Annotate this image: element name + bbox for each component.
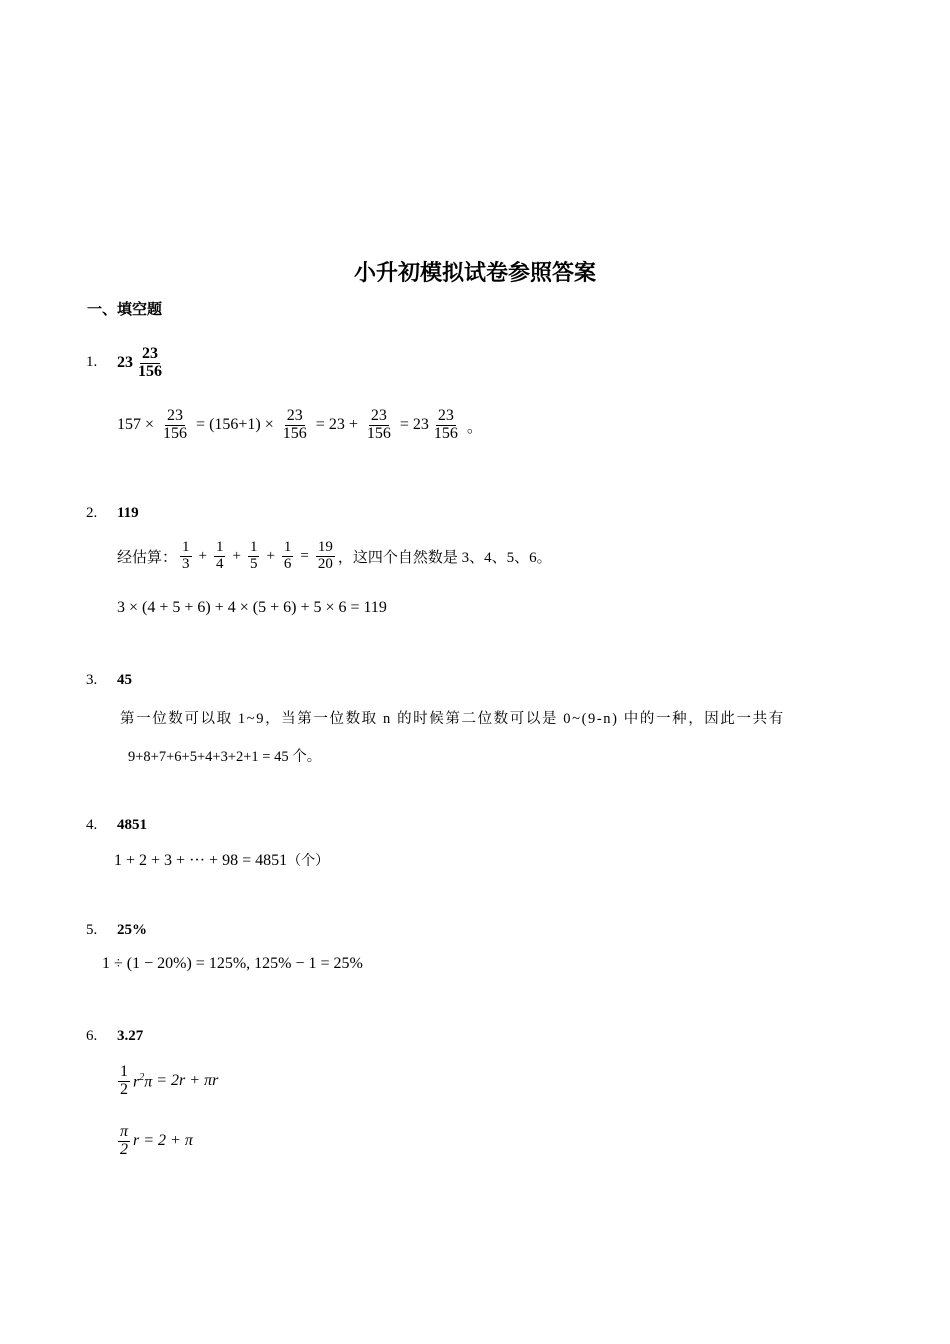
q1-paren: (156+1) [209, 416, 261, 434]
q4-answer: 4851 [117, 817, 147, 833]
page-title: 小升初模拟试卷参照答案 [353, 260, 596, 285]
q1-term-23: 23 [328, 416, 345, 434]
frac-den: 6 [283, 555, 292, 572]
q2-answer: 119 [117, 505, 139, 521]
frac-num: 1 [120, 1063, 128, 1080]
q1-end-mark: 。 [466, 418, 483, 436]
q1-plus: + [348, 416, 358, 434]
q4-unit: （个） [287, 854, 330, 869]
frac-num: 1 [283, 539, 292, 555]
q6-number: 6. [86, 1028, 98, 1044]
q2-number: 2. [86, 505, 98, 521]
q1-answer-whole: 23 [117, 354, 133, 372]
section-heading: 一、填空题 [87, 302, 163, 318]
q2-frac-4 [282, 540, 294, 573]
frac-den: 3 [182, 555, 190, 572]
frac-num: 23 [370, 407, 387, 424]
q1-fraction-b [281, 408, 309, 443]
q3-line-1: 第一位数可以取 1~9，当第一位数取 n 的时候第二位数可以是 0~(9-n) 中的一种，因此一共有 [120, 711, 785, 727]
frac-den: 4 [215, 555, 224, 572]
q1-answer-fraction [136, 346, 164, 381]
q2-frac-3 [248, 540, 260, 573]
frac-num: 1 [215, 539, 224, 555]
q2-plus-2: + [232, 547, 241, 564]
q6-line-1-rest: = 2r + πr [156, 1072, 219, 1090]
frac-num: 1 [249, 539, 258, 555]
q6-line-2-rest: r = 2 + π [133, 1132, 193, 1150]
q1-answer-denominator: 156 [138, 362, 162, 380]
q1-eq-1: = [196, 416, 206, 434]
q1-working [117, 408, 483, 443]
q5-number: 5. [86, 922, 98, 938]
frac-num: 23 [437, 407, 454, 424]
q2-eq: = [300, 547, 309, 564]
q1-times-2: × [264, 416, 274, 434]
q6-line-2 [115, 1124, 193, 1159]
q1-fraction-c [365, 408, 393, 443]
q1-term-157: 157 [117, 416, 141, 434]
frac-num: 23 [286, 407, 303, 424]
q1-term-23b: 23 [412, 416, 429, 434]
q2-est-label: 经估算： [117, 549, 178, 566]
q4-calc: 1 + 2 + 3 + ··· + 98 = 4851 [114, 852, 288, 869]
frac-num: 23 [167, 407, 184, 424]
q6-frac-pi-half [118, 1124, 130, 1159]
frac-den: 156 [366, 424, 391, 442]
q2-frac-2 [214, 540, 226, 573]
q6-line-1 [115, 1064, 218, 1099]
q1-fraction-d [432, 408, 460, 443]
q2-frac-result [316, 540, 335, 573]
q1-eq-2: = [315, 416, 325, 434]
q2-plus-1: + [198, 547, 207, 564]
q2-plus-3: + [266, 547, 275, 564]
q1-fraction-a [161, 408, 189, 443]
q3-line-2: 9+8+7+6+5+4+3+2+1 = 45 个。 [128, 749, 322, 765]
q6-answer: 3.27 [117, 1028, 144, 1044]
frac-num: 19 [317, 539, 333, 555]
frac-den: 156 [433, 424, 458, 442]
frac-den: 2 [120, 1140, 128, 1158]
q1-number: 1. [86, 354, 98, 370]
q2-frac-1 [180, 540, 192, 573]
q1-times: × [145, 416, 155, 434]
q1-eq-3: = [399, 416, 409, 434]
q5-answer: 25% [117, 922, 147, 938]
q3-answer: 45 [117, 672, 132, 688]
frac-den: 156 [282, 424, 307, 442]
q2-estimate [117, 540, 552, 573]
q4-number: 4. [86, 817, 98, 833]
frac-num: 1 [182, 539, 190, 555]
q2-tail: ，这四个自然数是 3、4、5、6。 [337, 549, 552, 566]
q1-answer-numerator: 23 [142, 345, 158, 362]
q6-r-squared: $r^2\pi$ [133, 1071, 153, 1090]
q1-answer [117, 346, 167, 381]
q6-frac-half [118, 1064, 130, 1099]
q4-calc-line [114, 850, 329, 870]
frac-den: 2 [120, 1080, 128, 1098]
frac-den: 156 [163, 424, 188, 442]
frac-num: π [120, 1123, 129, 1140]
q2-calc: 3 × (4 + 5 + 6) + 4 × (5 + 6) + 5 × 6 = 119 [117, 599, 387, 616]
frac-den: 20 [317, 555, 333, 572]
q5-calc: 1 ÷ (1 − 20%) = 125%, 125% − 1 = 25% [102, 955, 363, 972]
q3-number: 3. [86, 672, 98, 688]
frac-den: 5 [249, 555, 258, 572]
